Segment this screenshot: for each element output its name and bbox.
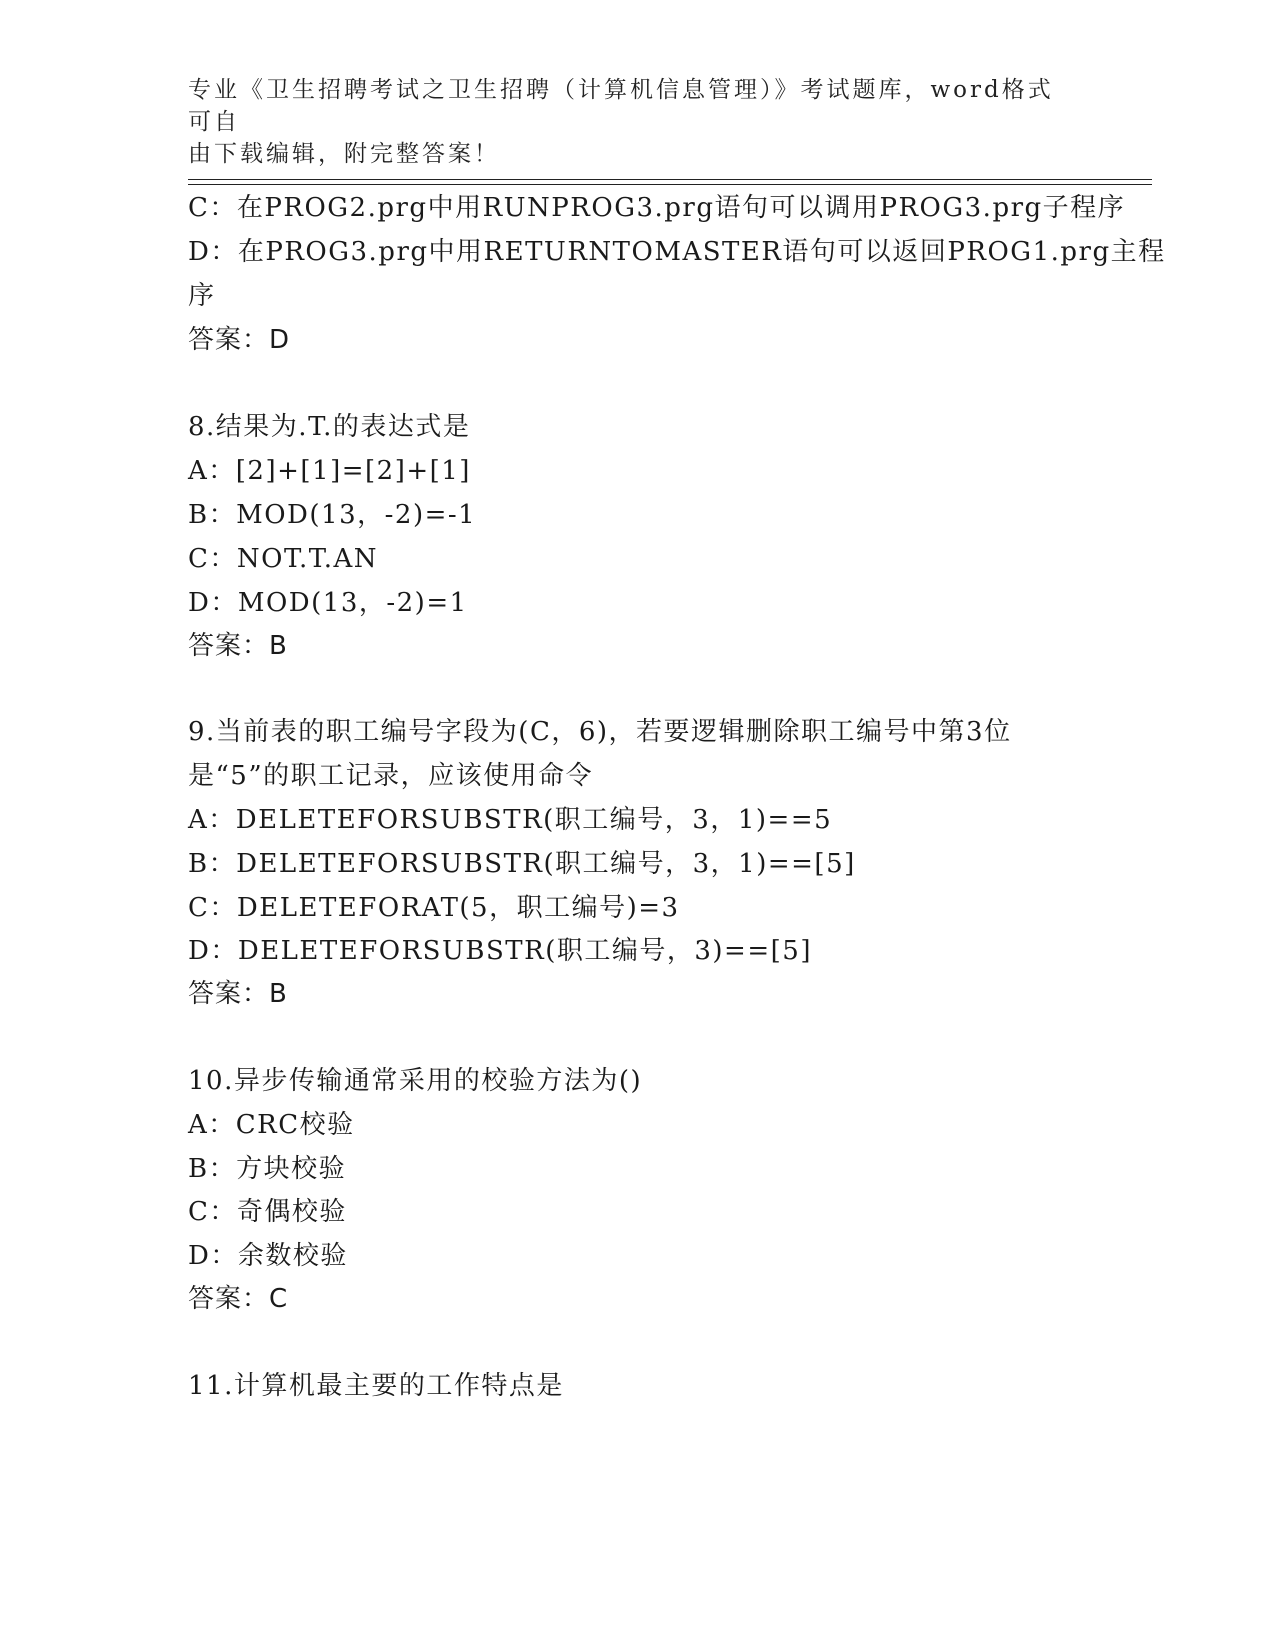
q8-option-b: B：MOD(13，-2)=-1	[188, 500, 477, 530]
q9-stem-continued: 是“5”的职工记录，应该使用命令	[188, 761, 594, 791]
q8-answer: 答案：B	[188, 631, 288, 661]
q9-option-b: B：DELETEFORSUBSTR(职工编号，3，1)==[5]	[188, 849, 856, 879]
q9-option-c: C：DELETEFORAT(5，职工编号)=3	[188, 893, 680, 923]
header-text-line-2: 由下载编辑，附完整答案！	[188, 141, 500, 167]
q10-option-b: B：方块校验	[188, 1154, 347, 1184]
q10-option-d: D：余数校验	[188, 1241, 348, 1271]
q7-option-c: C：在PROG2.prg中用RUNPROG3.prg语句可以调用PROG3.prg子程序	[188, 193, 1126, 223]
q9-option-d: D：DELETEFORSUBSTR(职工编号，3)==[5]	[188, 936, 812, 966]
q9-option-a: A：DELETEFORSUBSTR(职工编号，3，1)==5	[188, 805, 833, 835]
q7-option-d-continued: 序	[188, 281, 216, 311]
q10-option-a: A：CRC校验	[188, 1110, 355, 1140]
q9-answer: 答案：B	[188, 979, 288, 1009]
q10-stem: 10.异步传输通常采用的校验方法为()	[188, 1066, 643, 1096]
q8-option-d: D：MOD(13，-2)=1	[188, 588, 468, 618]
document-header	[188, 74, 1068, 170]
header-text-line-1: 专业《卫生招聘考试之卫生招聘（计算机信息管理）》考试题库，word格式可自	[188, 77, 1054, 135]
q7-answer: 答案：D	[188, 325, 291, 355]
q11-stem: 11.计算机最主要的工作特点是	[188, 1371, 564, 1401]
q10-option-c: C：奇偶校验	[188, 1197, 347, 1227]
header-divider-top	[188, 179, 1152, 180]
q9-stem: 9.当前表的职工编号字段为(C，6)，若要逻辑删除职工编号中第3位	[188, 717, 1012, 747]
header-divider-bottom	[188, 184, 1152, 185]
q10-answer: 答案：C	[188, 1284, 289, 1314]
q7-option-d: D：在PROG3.prg中用RETURNTOMASTER语句可以返回PROG1.prg主程	[188, 237, 1166, 267]
q8-stem: 8.结果为.T.的表达式是	[188, 412, 471, 442]
q8-option-a: A：[2]+[1]=[2]+[1]	[188, 456, 471, 486]
q8-option-c: C：NOT.T.AN	[188, 544, 379, 574]
